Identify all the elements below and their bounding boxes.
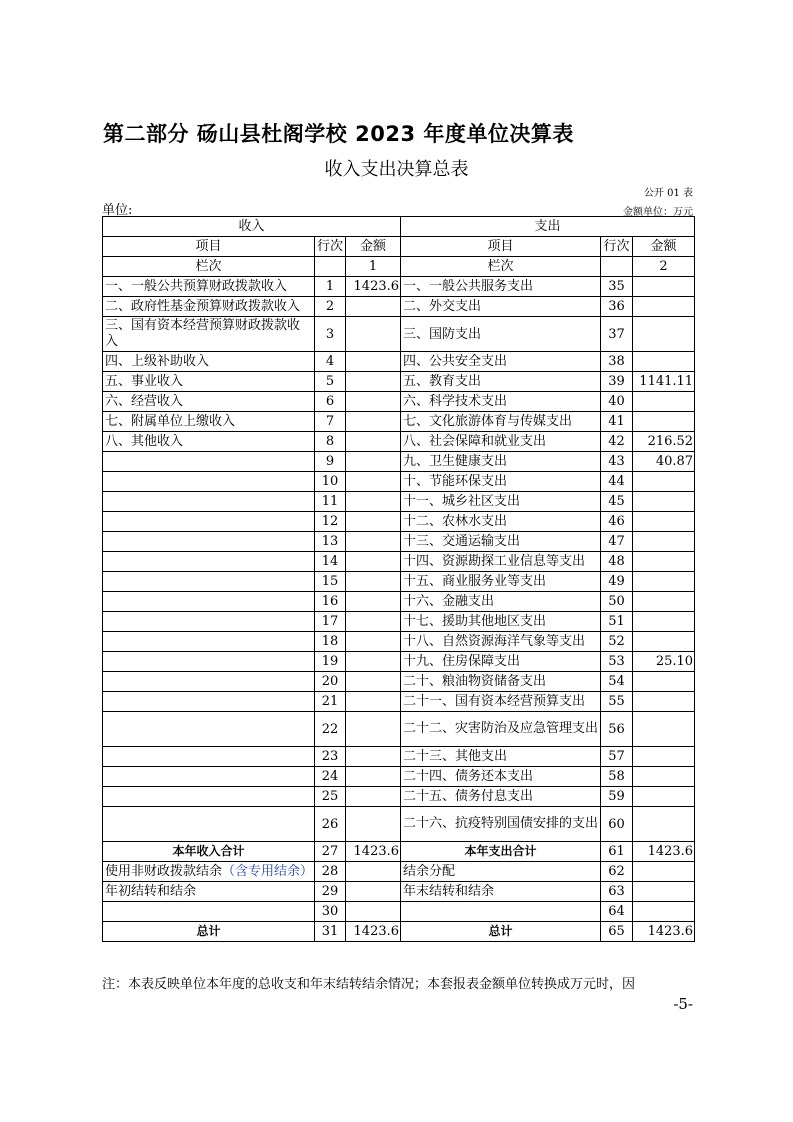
expense-row-no: 41 <box>601 412 633 432</box>
expense-row-no: 48 <box>601 552 633 572</box>
income-item <box>103 672 315 692</box>
expense-total-label: 总计 <box>401 922 601 942</box>
income-amount <box>346 532 401 552</box>
table-row <box>103 767 695 787</box>
income-row-no: 7 <box>315 412 346 432</box>
income-item: 八、其他收入 <box>103 432 315 452</box>
expense-item: 十六、金融支出 <box>401 592 601 612</box>
table-row <box>103 472 695 492</box>
income-row-no: 8 <box>315 432 346 452</box>
expense-item: 七、文化旅游体育与传媒支出 <box>401 412 601 432</box>
table-row <box>103 532 695 552</box>
income-item <box>103 452 315 472</box>
expense-row-no: 50 <box>601 592 633 612</box>
income-row-no: 17 <box>315 612 346 632</box>
expense-amount <box>633 807 695 842</box>
income-item <box>103 902 315 922</box>
table-row <box>103 317 695 352</box>
expense-amount <box>633 612 695 632</box>
income-total-amount: 1423.6 <box>346 922 401 942</box>
income-amount <box>346 747 401 767</box>
expense-item: 十四、资源勘探工业信息等支出 <box>401 552 601 572</box>
table-row <box>103 277 695 297</box>
income-amount <box>346 712 401 747</box>
expense-amount <box>633 747 695 767</box>
income-row-no: 12 <box>315 512 346 532</box>
table-row <box>103 692 695 712</box>
expense-amount <box>633 412 695 432</box>
income-item: 七、附属单位上缴收入 <box>103 412 315 432</box>
expense-row-no: 49 <box>601 572 633 592</box>
table-row <box>103 747 695 767</box>
income-row-no: 29 <box>315 882 346 902</box>
expense-amount <box>633 512 695 532</box>
expense-subtotal-amount: 1423.6 <box>633 842 695 862</box>
section-header-row <box>103 217 695 237</box>
income-row-no: 23 <box>315 747 346 767</box>
expense-item: 一、一般公共服务支出 <box>401 277 601 297</box>
expense-item: 二、外交支出 <box>401 297 601 317</box>
col-row-income: 行次 <box>315 237 346 257</box>
col-row-expense: 行次 <box>601 237 633 257</box>
income-item <box>103 652 315 672</box>
expense-amount <box>633 492 695 512</box>
income-row-no: 3 <box>315 317 346 352</box>
expense-row-no: 60 <box>601 807 633 842</box>
col-amount-income: 金额 <box>346 237 401 257</box>
expense-row-no: 46 <box>601 512 633 532</box>
expense-subtotal-label: 本年支出合计 <box>401 842 601 862</box>
income-header: 收入 <box>103 217 401 237</box>
income-row-no: 13 <box>315 532 346 552</box>
expense-row-no: 39 <box>601 372 633 392</box>
expense-amount <box>633 632 695 652</box>
expense-amount <box>633 472 695 492</box>
income-amount <box>346 592 401 612</box>
table-row <box>103 392 695 412</box>
income-amount <box>346 492 401 512</box>
expense-amount <box>633 297 695 317</box>
income-amount <box>346 512 401 532</box>
income-item <box>103 787 315 807</box>
expense-amount <box>633 352 695 372</box>
income-row-no: 25 <box>315 787 346 807</box>
expense-item: 五、教育支出 <box>401 372 601 392</box>
expense-item: 十二、农林水支出 <box>401 512 601 532</box>
expense-amount: 216.52 <box>633 432 695 452</box>
income-item: 三、国有资本经营预算财政拨款收入 <box>103 317 315 352</box>
expense-amount <box>633 552 695 572</box>
income-amount <box>346 692 401 712</box>
table-row <box>103 432 695 452</box>
income-subtotal-amount: 1423.6 <box>346 842 401 862</box>
income-item <box>103 632 315 652</box>
total-row <box>103 922 695 942</box>
income-item-text: 使用非财政拨款结余 <box>105 864 223 879</box>
expense-amount <box>633 532 695 552</box>
income-item <box>103 472 315 492</box>
income-item <box>103 612 315 632</box>
expense-row-no: 56 <box>601 712 633 747</box>
table-row <box>103 807 695 842</box>
income-item <box>103 882 315 902</box>
expense-row-no: 54 <box>601 672 633 692</box>
income-item: 六、经营收入 <box>103 392 315 412</box>
income-row-no: 1 <box>315 277 346 297</box>
empty-cell <box>315 257 346 277</box>
expense-row-no: 43 <box>601 452 633 472</box>
income-amount <box>346 572 401 592</box>
income-row-no: 20 <box>315 672 346 692</box>
income-amount <box>346 317 401 352</box>
expense-row-no: 51 <box>601 612 633 632</box>
expense-amount <box>633 712 695 747</box>
income-row-no: 19 <box>315 652 346 672</box>
expense-item: 十九、住房保障支出 <box>401 652 601 672</box>
income-item: 二、政府性基金预算财政拨款收入 <box>103 297 315 317</box>
expense-item: 三、国防支出 <box>401 317 601 352</box>
income-amount <box>346 882 401 902</box>
income-item: 五、事业收入 <box>103 372 315 392</box>
expense-row-no: 36 <box>601 297 633 317</box>
expense-row-no: 64 <box>601 902 633 922</box>
income-item <box>103 862 315 882</box>
expense-item: 十、节能环保支出 <box>401 472 601 492</box>
form-code: 公开 01 表 <box>643 188 693 199</box>
income-row-no: 10 <box>315 472 346 492</box>
income-item <box>103 592 315 612</box>
table-row <box>103 492 695 512</box>
column-header-row <box>103 237 695 257</box>
expense-item: 二十四、债务还本支出 <box>401 767 601 787</box>
expense-item: 二十五、债务付息支出 <box>401 787 601 807</box>
expense-row-no: 42 <box>601 432 633 452</box>
page-title: 第二部分 砀山县杜阁学校 2023 年度单位决算表 <box>103 122 574 146</box>
income-row-no: 9 <box>315 452 346 472</box>
col-label-expense: 栏次 <box>401 257 601 277</box>
expense-amount <box>633 672 695 692</box>
expense-row-no: 45 <box>601 492 633 512</box>
income-item <box>103 532 315 552</box>
expense-row-no: 53 <box>601 652 633 672</box>
expense-amount <box>633 572 695 592</box>
income-row-no: 14 <box>315 552 346 572</box>
income-amount <box>346 787 401 807</box>
income-amount <box>346 552 401 572</box>
expense-item: 二十六、抗疫特别国债安排的支出 <box>401 807 601 842</box>
income-item <box>103 692 315 712</box>
col-num-income: 1 <box>346 257 401 277</box>
expense-row-no: 57 <box>601 747 633 767</box>
income-amount <box>346 412 401 432</box>
income-row-no: 27 <box>315 842 346 862</box>
col-amount-expense: 金额 <box>633 237 695 257</box>
expense-amount: 40.87 <box>633 452 695 472</box>
income-row-no: 24 <box>315 767 346 787</box>
expense-total-amount: 1423.6 <box>633 922 695 942</box>
table-row <box>103 712 695 747</box>
income-row-no: 11 <box>315 492 346 512</box>
expense-row-no: 61 <box>601 842 633 862</box>
income-amount <box>346 767 401 787</box>
income-row-no: 30 <box>315 902 346 922</box>
income-expense-table <box>102 216 695 942</box>
expense-amount <box>633 592 695 612</box>
expense-amount <box>633 902 695 922</box>
col-item-income: 项目 <box>103 237 315 257</box>
income-amount <box>346 612 401 632</box>
expense-row-no: 65 <box>601 922 633 942</box>
col-item-expense: 项目 <box>401 237 601 257</box>
expense-row-no: 44 <box>601 472 633 492</box>
table-row <box>103 862 695 882</box>
expense-amount: 25.10 <box>633 652 695 672</box>
income-item <box>103 712 315 747</box>
expense-item: 十五、商业服务业等支出 <box>401 572 601 592</box>
income-row-no: 18 <box>315 632 346 652</box>
expense-item: 四、公共安全支出 <box>401 352 601 372</box>
unit-label: 单位: <box>102 203 133 218</box>
table-row <box>103 612 695 632</box>
table-row <box>103 412 695 432</box>
footnote: 注：本表反映单位本年度的总收支和年末结转结余情况；本套报表金额单位转换成万元时，因 <box>102 977 636 992</box>
expense-amount <box>633 317 695 352</box>
page-number: -5- <box>673 995 693 1013</box>
amount-unit: 金额单位：万元 <box>623 207 693 218</box>
expense-header: 支出 <box>401 217 695 237</box>
expense-row-no: 55 <box>601 692 633 712</box>
col-num-expense: 2 <box>633 257 695 277</box>
income-amount <box>346 672 401 692</box>
income-item <box>103 767 315 787</box>
expense-item: 二十三、其他支出 <box>401 747 601 767</box>
expense-item: 二十、粮油物资储备支出 <box>401 672 601 692</box>
expense-item: 二十一、国有资本经营预算支出 <box>401 692 601 712</box>
expense-row-no: 63 <box>601 882 633 902</box>
subtotal-row <box>103 842 695 862</box>
income-item: 四、上级补助收入 <box>103 352 315 372</box>
expense-amount <box>633 692 695 712</box>
table-row <box>103 882 695 902</box>
column-number-row <box>103 257 695 277</box>
expense-item: 八、社会保障和就业支出 <box>401 432 601 452</box>
income-amount <box>346 652 401 672</box>
table-row <box>103 572 695 592</box>
income-row-no: 2 <box>315 297 346 317</box>
table-row <box>103 552 695 572</box>
income-amount <box>346 297 401 317</box>
expense-amount <box>633 862 695 882</box>
expense-amount: 1141.11 <box>633 372 695 392</box>
table-row <box>103 902 695 922</box>
expense-item: 二十二、灾害防治及应急管理支出 <box>401 712 601 747</box>
income-item <box>103 572 315 592</box>
table-row <box>103 452 695 472</box>
income-item <box>103 512 315 532</box>
income-amount <box>346 432 401 452</box>
income-amount <box>346 807 401 842</box>
expense-row-no: 47 <box>601 532 633 552</box>
income-amount: 1423.6 <box>346 277 401 297</box>
income-amount <box>346 392 401 412</box>
income-item <box>103 807 315 842</box>
income-item: 一、一般公共预算财政拨款收入 <box>103 277 315 297</box>
expense-item: 十一、城乡社区支出 <box>401 492 601 512</box>
table-row <box>103 297 695 317</box>
table-row <box>103 632 695 652</box>
expense-item: 十七、援助其他地区支出 <box>401 612 601 632</box>
table-row <box>103 672 695 692</box>
expense-row-no: 37 <box>601 317 633 352</box>
table-row <box>103 652 695 672</box>
expense-row-no: 58 <box>601 767 633 787</box>
income-amount <box>346 902 401 922</box>
expense-amount <box>633 277 695 297</box>
income-item <box>103 492 315 512</box>
table-row <box>103 787 695 807</box>
income-item-text: 年初结转和结余 <box>105 884 197 899</box>
table-row <box>103 592 695 612</box>
income-row-no: 26 <box>315 807 346 842</box>
income-amount <box>346 372 401 392</box>
expense-item: 十三、交通运输支出 <box>401 532 601 552</box>
income-row-no: 15 <box>315 572 346 592</box>
expense-amount <box>633 787 695 807</box>
expense-row-no: 59 <box>601 787 633 807</box>
table-row <box>103 372 695 392</box>
income-row-no: 22 <box>315 712 346 747</box>
expense-amount <box>633 767 695 787</box>
income-item <box>103 747 315 767</box>
expense-row-no: 62 <box>601 862 633 882</box>
income-row-no: 4 <box>315 352 346 372</box>
empty-cell <box>601 257 633 277</box>
income-row-no: 21 <box>315 692 346 712</box>
expense-amount <box>633 392 695 412</box>
expense-item: 年末结转和结余 <box>401 882 601 902</box>
income-row-no: 28 <box>315 862 346 882</box>
expense-row-no: 52 <box>601 632 633 652</box>
income-item-note: （含专用结余） <box>222 864 314 879</box>
table-row <box>103 512 695 532</box>
income-amount <box>346 862 401 882</box>
income-subtotal-label: 本年收入合计 <box>103 842 315 862</box>
income-amount <box>346 352 401 372</box>
table-title: 收入支出决算总表 <box>324 159 469 180</box>
col-label-income: 栏次 <box>103 257 315 277</box>
expense-item: 结余分配 <box>401 862 601 882</box>
expense-row-no: 38 <box>601 352 633 372</box>
income-total-label: 总计 <box>103 922 315 942</box>
income-amount <box>346 452 401 472</box>
expense-row-no: 40 <box>601 392 633 412</box>
income-row-no: 5 <box>315 372 346 392</box>
expense-item: 九、卫生健康支出 <box>401 452 601 472</box>
income-amount <box>346 472 401 492</box>
expense-item: 六、科学技术支出 <box>401 392 601 412</box>
income-row-no: 6 <box>315 392 346 412</box>
income-row-no: 16 <box>315 592 346 612</box>
table-row <box>103 352 695 372</box>
expense-item: 十八、自然资源海洋气象等支出 <box>401 632 601 652</box>
expense-amount <box>633 882 695 902</box>
income-amount <box>346 632 401 652</box>
expense-row-no: 35 <box>601 277 633 297</box>
income-row-no: 31 <box>315 922 346 942</box>
income-item <box>103 552 315 572</box>
expense-item <box>401 902 601 922</box>
